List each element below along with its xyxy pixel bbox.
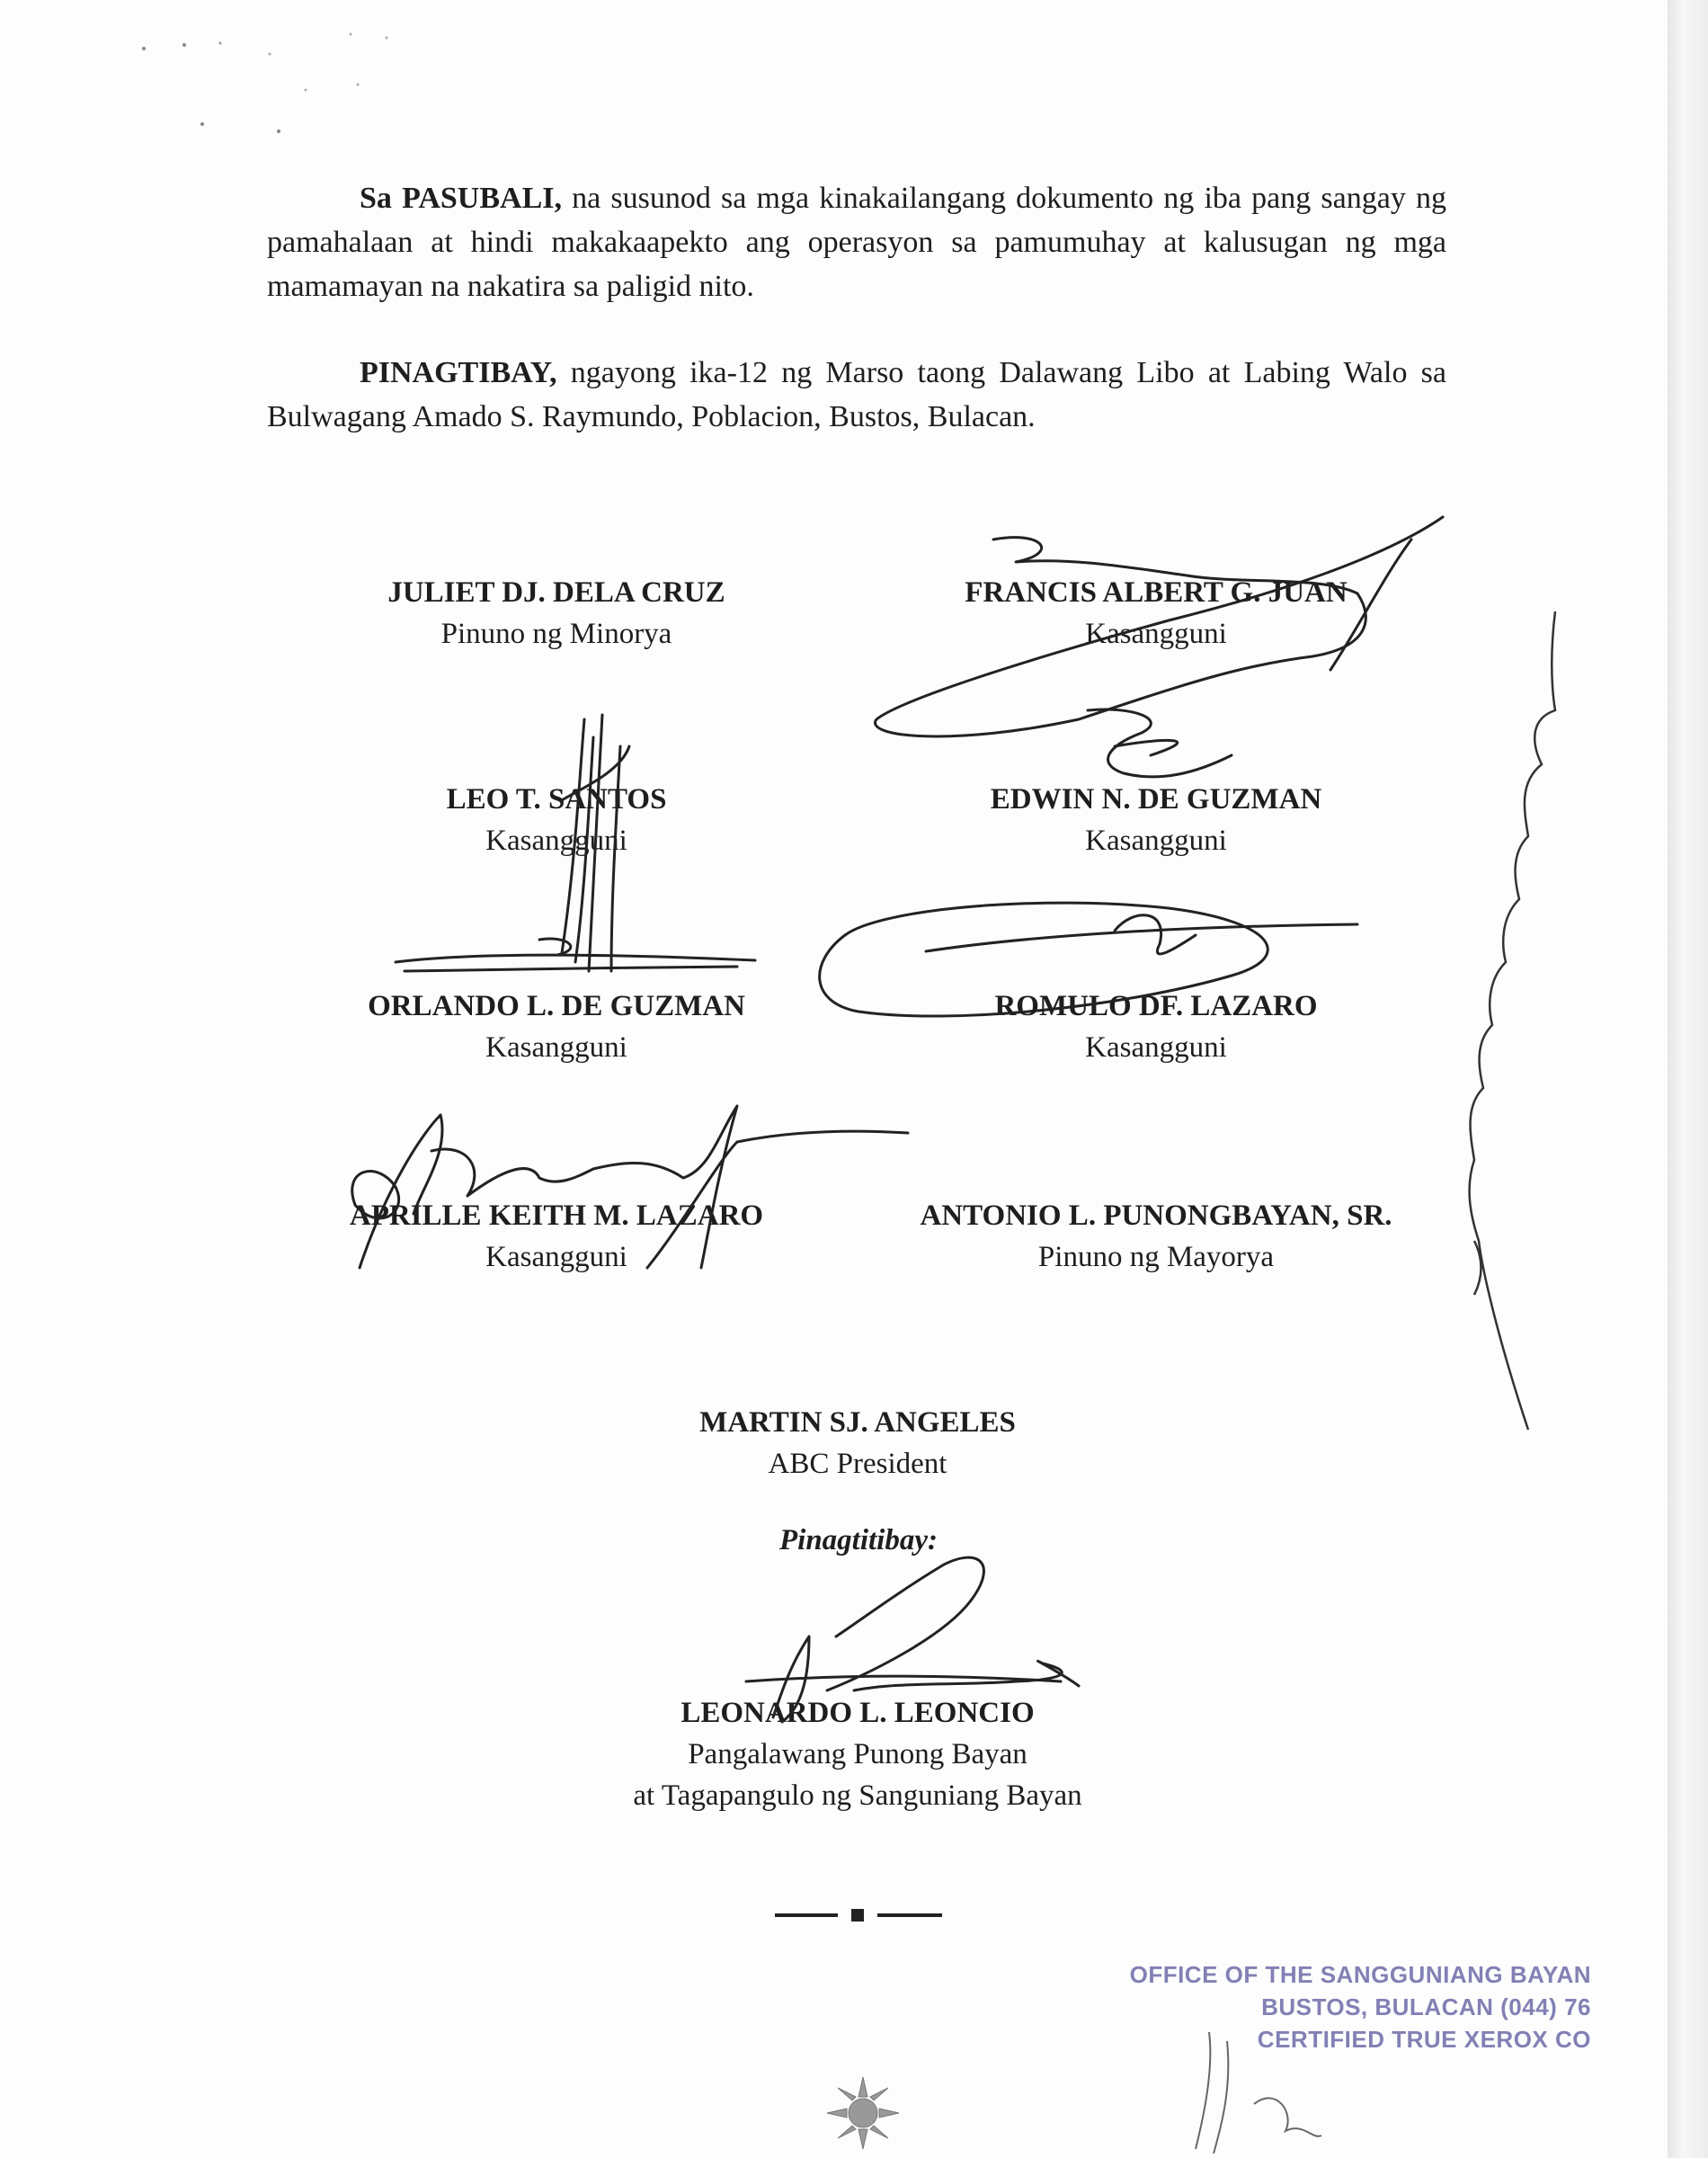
approver-name: LEONARDO L. LEONCIO	[681, 1697, 1035, 1729]
stamp-line-address: BUSTOS, BULACAN (044) 76	[1261, 1993, 1591, 2020]
signatory-title: Kasangguni	[1085, 618, 1227, 650]
approver-block	[606, 1692, 1109, 1816]
signatory-block	[305, 779, 808, 861]
signatory-name: LEO T. SANTOS	[446, 783, 667, 816]
signatory-title: Kasangguni	[485, 825, 627, 857]
approver-title-line1: Pangalawang Punong Bayan	[688, 1738, 1027, 1770]
signatory-name: EDWIN N. DE GUZMAN	[990, 783, 1322, 816]
signatory-block	[305, 572, 808, 655]
signatory-block	[904, 985, 1408, 1068]
signatory-name: JULIET DJ. DELA CRUZ	[387, 576, 725, 609]
signatory-block	[904, 572, 1408, 655]
signatory-name: ANTONIO L. PUNONGBAYAN, SR.	[920, 1199, 1392, 1232]
signatory-title: Kasangguni	[1085, 1031, 1227, 1064]
signatory-name: ORLANDO L. DE GUZMAN	[368, 990, 745, 1022]
signatory-title: Pinuno ng Minorya	[440, 618, 672, 650]
approval-label: Pinagtitibay:	[779, 1524, 938, 1556]
signatory-name: FRANCIS ALBERT G. JUAN	[965, 576, 1348, 609]
stamp-line-certified: CERTIFIED TRUE XEROX CO	[1257, 2026, 1591, 2053]
certified-true-copy-stamp	[1124, 1958, 1591, 2055]
signatory-block	[305, 1195, 808, 1278]
page-edge-shadow	[1668, 0, 1708, 2158]
stamp-line-office: OFFICE OF THE SANGGUNIANG BAYAN	[1129, 1961, 1591, 1988]
signatory-title: Kasangguni	[485, 1031, 627, 1064]
pinagtibay-body: ngayong ika-12 ng Marso taong Dalawang Libo at Labing Walo sa Bulwagang Amado S. Raymundo, Poblacion, Bustos, Bulacan.	[267, 356, 1446, 433]
signatory-title: Pinuno ng Mayorya	[1037, 1241, 1275, 1273]
scan-specks	[126, 27, 467, 144]
signatory-title: Kasangguni	[485, 1241, 627, 1273]
signatory-name: ROMULO DF. LAZARO	[994, 990, 1318, 1022]
pasubali-body: na susunod sa mga kinakailangang dokumento ng iba pang sangay ng pamahalaan at hindi makakaapekto ang operasyon sa pamumuhay at kalusugan ng mga mamamayan na nakatira sa paligid nito.	[267, 182, 1447, 303]
signatory-block	[904, 1195, 1408, 1278]
abc-president-name: MARTIN SJ. ANGELES	[699, 1406, 1016, 1439]
signatory-block	[305, 985, 808, 1068]
signatory-name: APRILLE KEITH M. LAZARO	[349, 1199, 764, 1232]
pasubali-lead: Sa PASUBALI,	[360, 182, 562, 215]
approver-title-line2: at Tagapangulo ng Sanguniang Bayan	[633, 1779, 1082, 1812]
pasubali-paragraph	[267, 176, 1446, 308]
pinagtibay-paragraph	[267, 351, 1446, 439]
signatory-title: Kasangguni	[1085, 825, 1227, 857]
pinagtibay-lead: PINAGTIBAY,	[360, 356, 557, 389]
section-end-ornament	[775, 1906, 942, 1924]
sun-seal-icon	[814, 2059, 912, 2158]
signatory-block	[904, 779, 1408, 861]
abc-president-title: ABC President	[768, 1448, 947, 1480]
abc-president-block	[606, 1402, 1109, 1485]
